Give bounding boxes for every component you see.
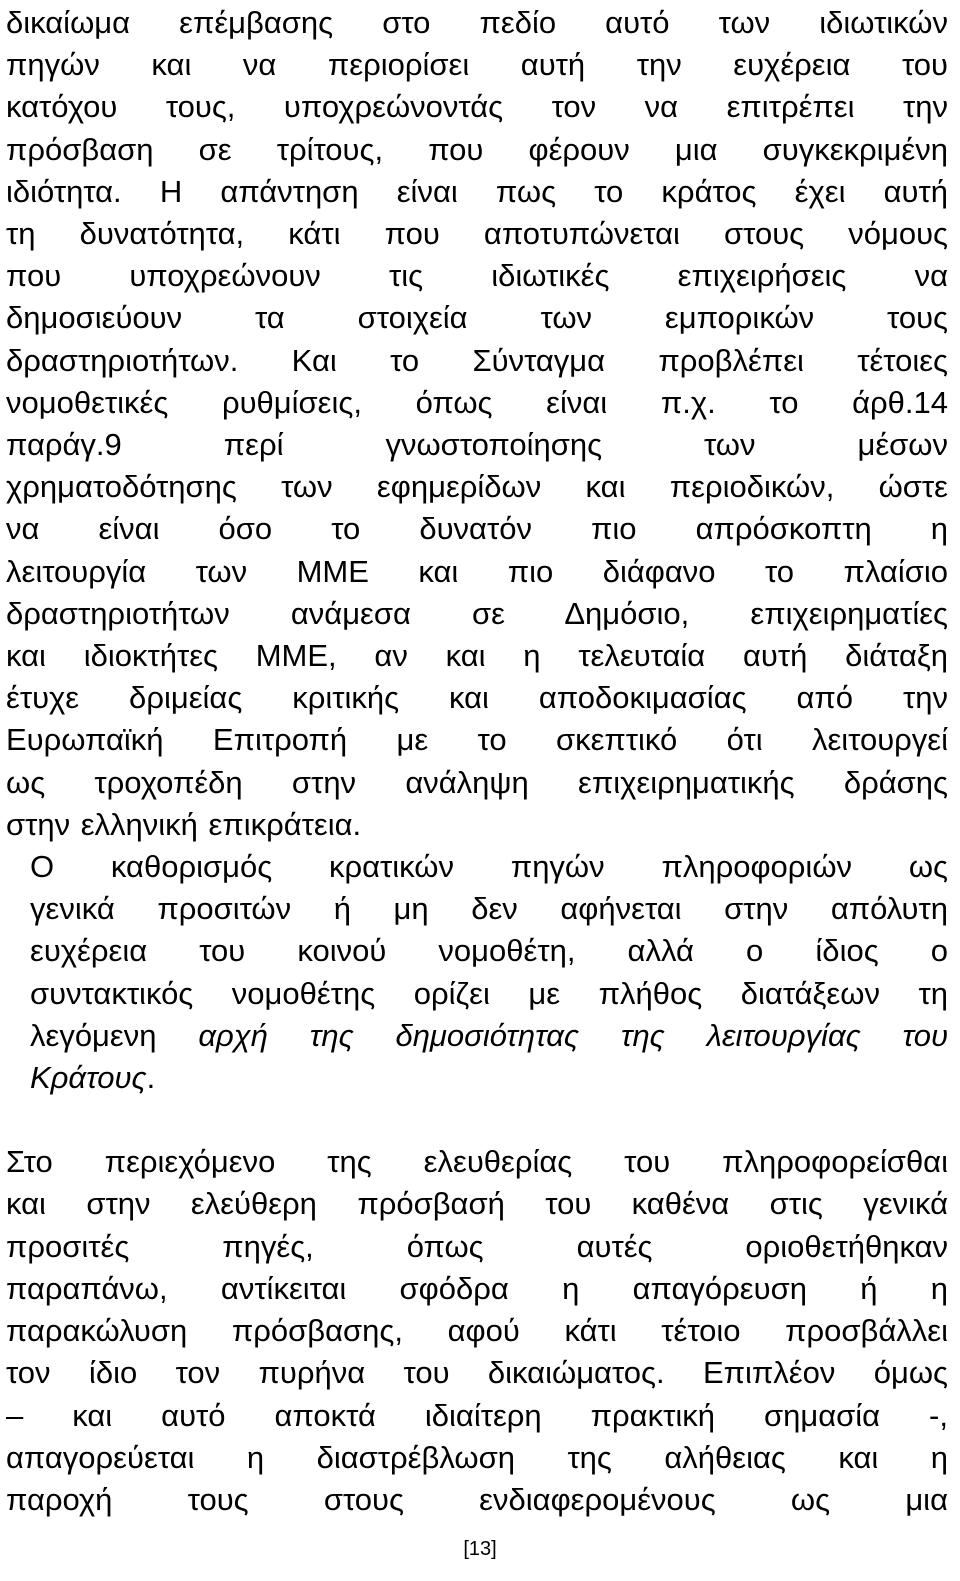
italic-phrase: Κράτους <box>30 1060 147 1096</box>
page-number: [13] <box>463 1538 497 1560</box>
text-line: προσιτές πηγές, όπως αυτές οριοθετήθηκαν <box>6 1228 948 1264</box>
text-line: πηγών και να περιορίσει αυτή την ευχέρεια του <box>6 47 948 83</box>
text-line <box>6 1015 948 1057</box>
text-line: τη δυνατότητα, κάτι που αποτυπώνεται στους νόμους <box>6 216 948 252</box>
text-line: πρόσβαση σε τρίτους, που φέρουν μια συγκεκριμένη <box>6 131 948 167</box>
paragraph-1 <box>6 0 948 846</box>
text-line: τον ίδιο τον πυρήνα του δικαιώματος. Επιπλέον όμως <box>6 1355 948 1391</box>
text-line <box>6 1057 948 1099</box>
text-line: παράγ.9 περί γνωστοποίησης των μέσων <box>6 427 948 463</box>
text-line: έτυχε δριμείας κριτικής και αποδοκιμασίας από την <box>6 680 948 716</box>
text-fragment: λεγόμενη <box>30 1017 199 1053</box>
text-line: ευχέρεια του κοινού νομοθέτη, αλλά ο ίδιος ο <box>30 933 948 969</box>
text-line: λειτουργία των ΜΜΕ και πιο διάφανο το πλαίσιο <box>6 553 948 589</box>
text-line: να είναι όσο το δυνατόν πιο απρόσκοπτη η <box>6 511 948 547</box>
text-line: και στην ελεύθερη πρόσβασή του καθένα στις γενικά <box>6 1186 948 1222</box>
text-line: δραστηριοτήτων. Και το Σύνταγμα προβλέπει τέτοιες <box>6 342 948 378</box>
text-line: στην ελληνική επικράτεια. <box>6 806 362 842</box>
italic-phrase: αρχή της δημοσιότητας της λειτουργίας του <box>198 1017 948 1053</box>
paragraph-2 <box>6 846 948 1099</box>
text-line: παραπάνω, αντίκειται σφόδρα η απαγόρευση ή η <box>6 1270 948 1306</box>
text-line: παροχή τους στους ενδιαφερομένους ως μια <box>6 1481 948 1517</box>
text-line: κατόχου τους, υποχρεώνοντάς τον να επιτρέπει την <box>6 89 948 125</box>
text-fragment: . <box>146 1060 156 1096</box>
text-line: χρηματοδότησης των εφημερίδων και περιοδικών, ώστε <box>6 469 948 505</box>
text-line: γενικά προσιτών ή μη δεν αφήνεται στην απόλυτη <box>30 891 948 927</box>
text-line: δραστηριοτήτων ανάμεσα σε Δημόσιο, επιχειρηματίες <box>6 595 948 631</box>
text-line: – και αυτό αποκτά ιδιαίτερη πρακτική σημασία -, <box>6 1397 948 1433</box>
document-page <box>6 0 948 1521</box>
paragraph-3 <box>6 1141 948 1521</box>
text-line: απαγορεύεται η διαστρέβλωση της αλήθειας και η <box>6 1439 948 1475</box>
text-line: παρακώλυση πρόσβασης, αφού κάτι τέτοιο προσβάλλει <box>6 1313 948 1349</box>
text-line: που υποχρεώνουν τις ιδιωτικές επιχειρήσεις να <box>6 258 948 294</box>
text-line: Στο περιεχόμενο της ελευθερίας του πληροφορείσθαι <box>6 1144 948 1180</box>
text-line: Ευρωπαϊκή Επιτροπή με το σκεπτικό ότι λειτουργεί <box>6 722 948 758</box>
text-line: συντακτικός νομοθέτης ορίζει με πλήθος διατάξεων τη <box>30 975 948 1011</box>
text-line: Ο καθορισμός κρατικών πηγών πληροφοριών ως <box>30 849 948 885</box>
text-line: ως τροχοπέδη στην ανάληψη επιχειρηματικής δράσης <box>6 764 948 800</box>
text-line: ιδιότητα. Η απάντηση είναι πως το κράτος έχει αυτή <box>6 173 948 209</box>
text-line: νομοθετικές ρυθμίσεις, όπως είναι π.χ. το άρθ.14 <box>6 384 948 420</box>
text-line: και ιδιοκτήτες ΜΜΕ, αν και η τελευταία αυτή διάταξη <box>6 638 948 674</box>
text-line: δικαίωμα επέμβασης στο πεδίο αυτό των ιδιωτικών <box>6 5 948 40</box>
text-line: δημοσιεύουν τα στοιχεία των εμπορικών τους <box>6 300 948 336</box>
